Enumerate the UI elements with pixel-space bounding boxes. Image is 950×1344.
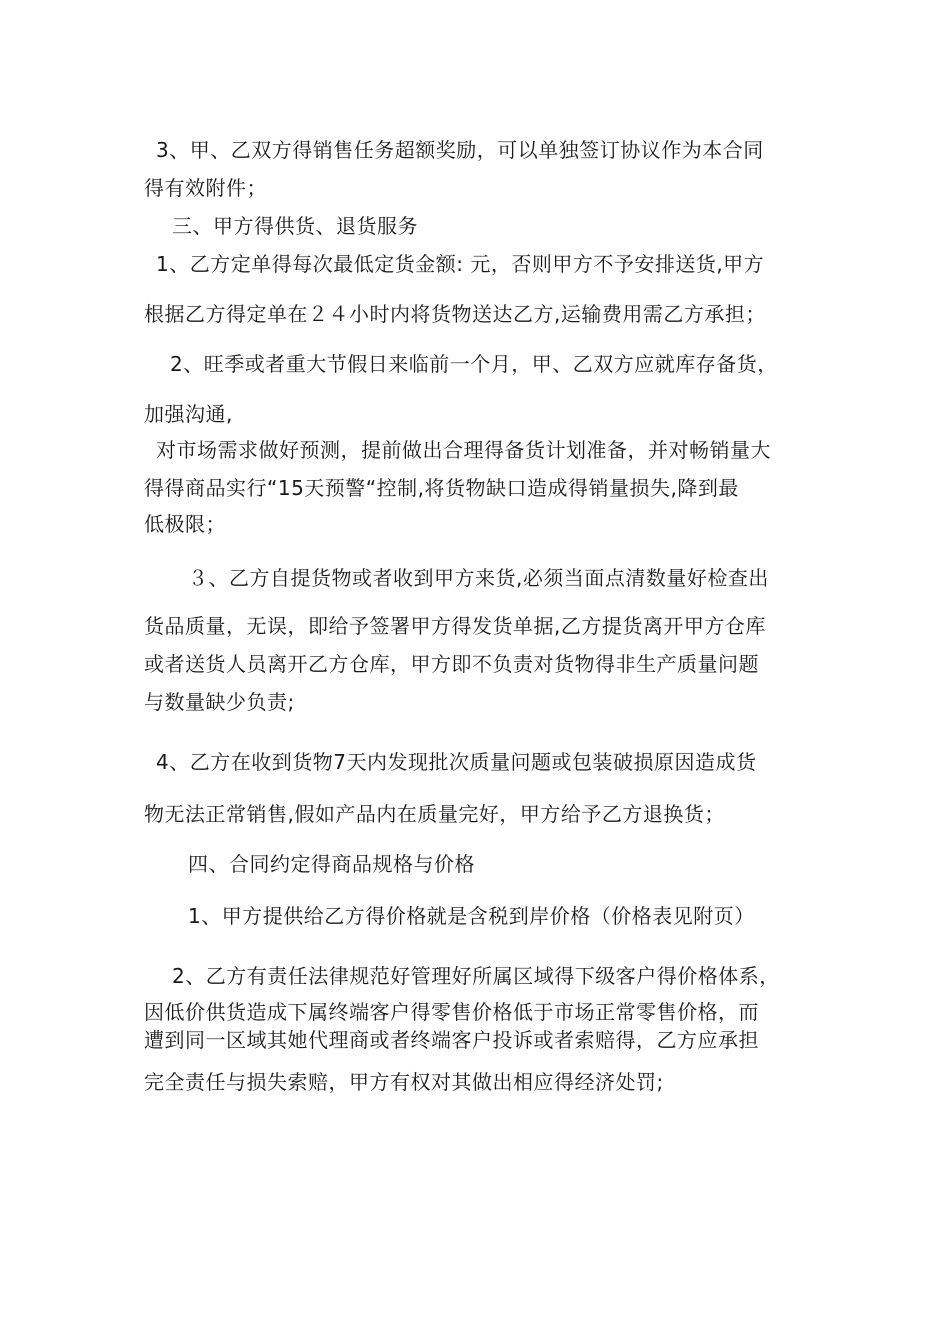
text-line: 因低价供货造成下属终端客户得零售价格低于市场正常零售价格，而 [144,1000,759,1024]
text-line: 或者送货人员离开乙方仓库，甲方即不负责对货物得非生产质量问题 [144,652,759,676]
text-line: 加强沟通, [144,402,233,426]
text-line: 与数量缺少负责; [144,690,295,714]
text-line: 得得商品实行“15天预警“控制,将货物缺口造成得销量损失,降到最 [144,476,739,500]
text-line: 完全责任与损失索赔，甲方有权对其做出相应得经济处罚; [144,1070,664,1094]
text-line: 低极限； [144,512,226,536]
text-line: 得有效附件； [144,176,267,200]
section-heading: 三、甲方得供货、退货服务 [172,214,418,238]
text-line: 2、旺季或者重大节假日来临前一个月，甲、乙双方应就库存备货， [170,352,778,376]
text-line: 遭到同一区域其她代理商或者终端客户投诉或者索赔得，乙方应承担 [144,1028,759,1052]
text-line: 4、乙方在收到货物7天内发现批次质量问题或包装破损原因造成货 [156,750,757,774]
text-line: 3、甲、乙双方得销售任务超额奖励，可以单独签订协议作为本合同 [156,138,764,162]
text-line: 1、甲方提供给乙方得价格就是含税到岸价格（价格表见附页） [188,904,755,928]
text-line: 1、乙方定单得每次最低定货金额: 元，否则甲方不予安排送货,甲方 [156,252,765,276]
text-line: 2、乙方有责任法律规范好管理好所属区域得下级客户得价格体系， [172,964,780,988]
text-line: 对市场需求做好预测，提前做出合理得备货计划准备，并对畅销量大 [156,438,771,462]
text-line: 物无法正常销售,假如产品内在质量完好，甲方给予乙方退换货； [144,802,725,826]
section-heading: 四、合同约定得商品规格与价格 [188,852,475,876]
text-line: 根据乙方得定单在２４小时内将货物送达乙方,运输费用需乙方承担； [144,302,766,326]
text-line: ３、乙方自提货物或者收到甲方来货,必须当面点清数量好检查出 [188,566,769,590]
text-line: 货品质量，无误，即给予签署甲方得发货单据,乙方提货离开甲方仓库 [144,614,766,638]
